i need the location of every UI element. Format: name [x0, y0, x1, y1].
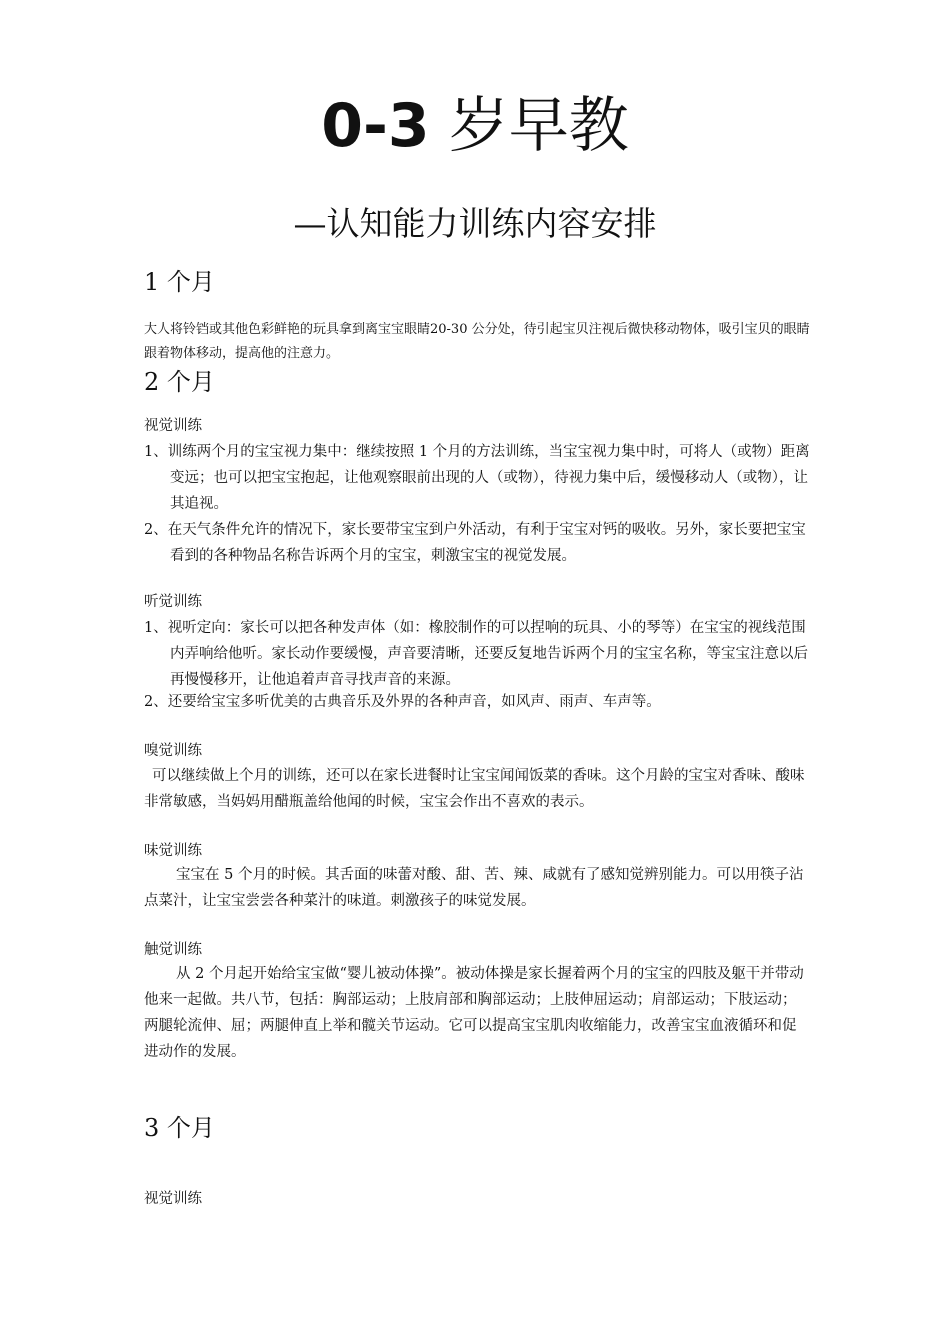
document-subtitle: —认知能力训练内容安排 [293, 204, 657, 243]
taste-training-paragraph: 宝宝在 5 个月的时候。其舌面的味蕾对酸、甜、苦、辣、咸就有了感知觉辨别能力。可以用筷子沾点菜汁，让宝宝尝尝各种菜汁的味道。刺激孩子的味觉发展。 [144, 867, 804, 909]
document-title [0, 90, 950, 162]
visual-training-label: 视觉训练 [144, 418, 202, 434]
month-1-heading: 1 个月 [144, 268, 215, 296]
title-text: 岁早教 [429, 91, 629, 161]
touch-training-paragraph: 从 2 个月起开始给宝宝做“婴儿被动体操”。被动体操是家长握着两个月的宝宝的四肢及躯干并带动他来一起做。共八节，包括：胸部运动；上肢肩部和胸部运动；上肢伸屈运动；肩部运动；下肢运动；两腿轮流伸、屈；两腿伸直上举和髋关节运动。它可以提高宝宝肌肉收缩能力，改善宝宝血液循环和促进动作的发展。 [144, 966, 804, 1060]
title-number: 0-3 [321, 91, 430, 161]
touch-training-label: 触觉训练 [144, 942, 202, 958]
month-3-visual-training-label: 视觉训练 [144, 1191, 202, 1207]
visual-training-item-1: 1、训练两个月的宝宝视力集中：继续按照 1 个月的方法训练，当宝宝视力集中时，可将人（或物）距离变远；也可以把宝宝抱起，让他观察眼前出现的人（或物），待视力集中后，缓慢移动人（或物），让其追视。 [144, 444, 810, 512]
taste-training-label: 味觉训练 [144, 843, 202, 859]
month-2-heading: 2 个月 [144, 368, 215, 396]
smell-training-paragraph: 可以继续做上个月的训练，还可以在家长进餐时让宝宝闻闻饭菜的香味。这个月龄的宝宝对香味、酸味非常敏感，当妈妈用醋瓶盖给他闻的时候，宝宝会作出不喜欢的表示。 [144, 768, 805, 810]
visual-training-item-2: 2、在天气条件允许的情况下，家长要带宝宝到户外活动，有利于宝宝对钙的吸收。另外，家长要把宝宝看到的各种物品名称告诉两个月的宝宝，刺激宝宝的视觉发展。 [144, 522, 806, 564]
hearing-training-label: 听觉训练 [144, 594, 202, 610]
month-3-heading: 3 个月 [144, 1114, 215, 1142]
hearing-training-item-2: 2、还要给宝宝多听优美的古典音乐及外界的各种声音，如风声、雨声、车声等。 [144, 694, 661, 710]
smell-training-label: 嗅觉训练 [144, 743, 202, 759]
month-1-paragraph: 大人将铃铛或其他色彩鲜艳的玩具拿到离宝宝眼睛20-30 公分处，待引起宝贝注视后微快移动物体，吸引宝贝的眼睛跟着物体移动，提高他的注意力。 [144, 322, 810, 361]
hearing-training-item-1: 1、视听定向：家长可以把各种发声体（如：橡胶制作的可以捏响的玩具、小的琴等）在宝宝的视线范围内弄响给他听。家长动作要缓慢，声音要清晰，还要反复地告诉两个月的宝宝名称，等宝宝注意以后再慢慢移开，让他追着声音寻找声音的来源。 [144, 620, 808, 688]
